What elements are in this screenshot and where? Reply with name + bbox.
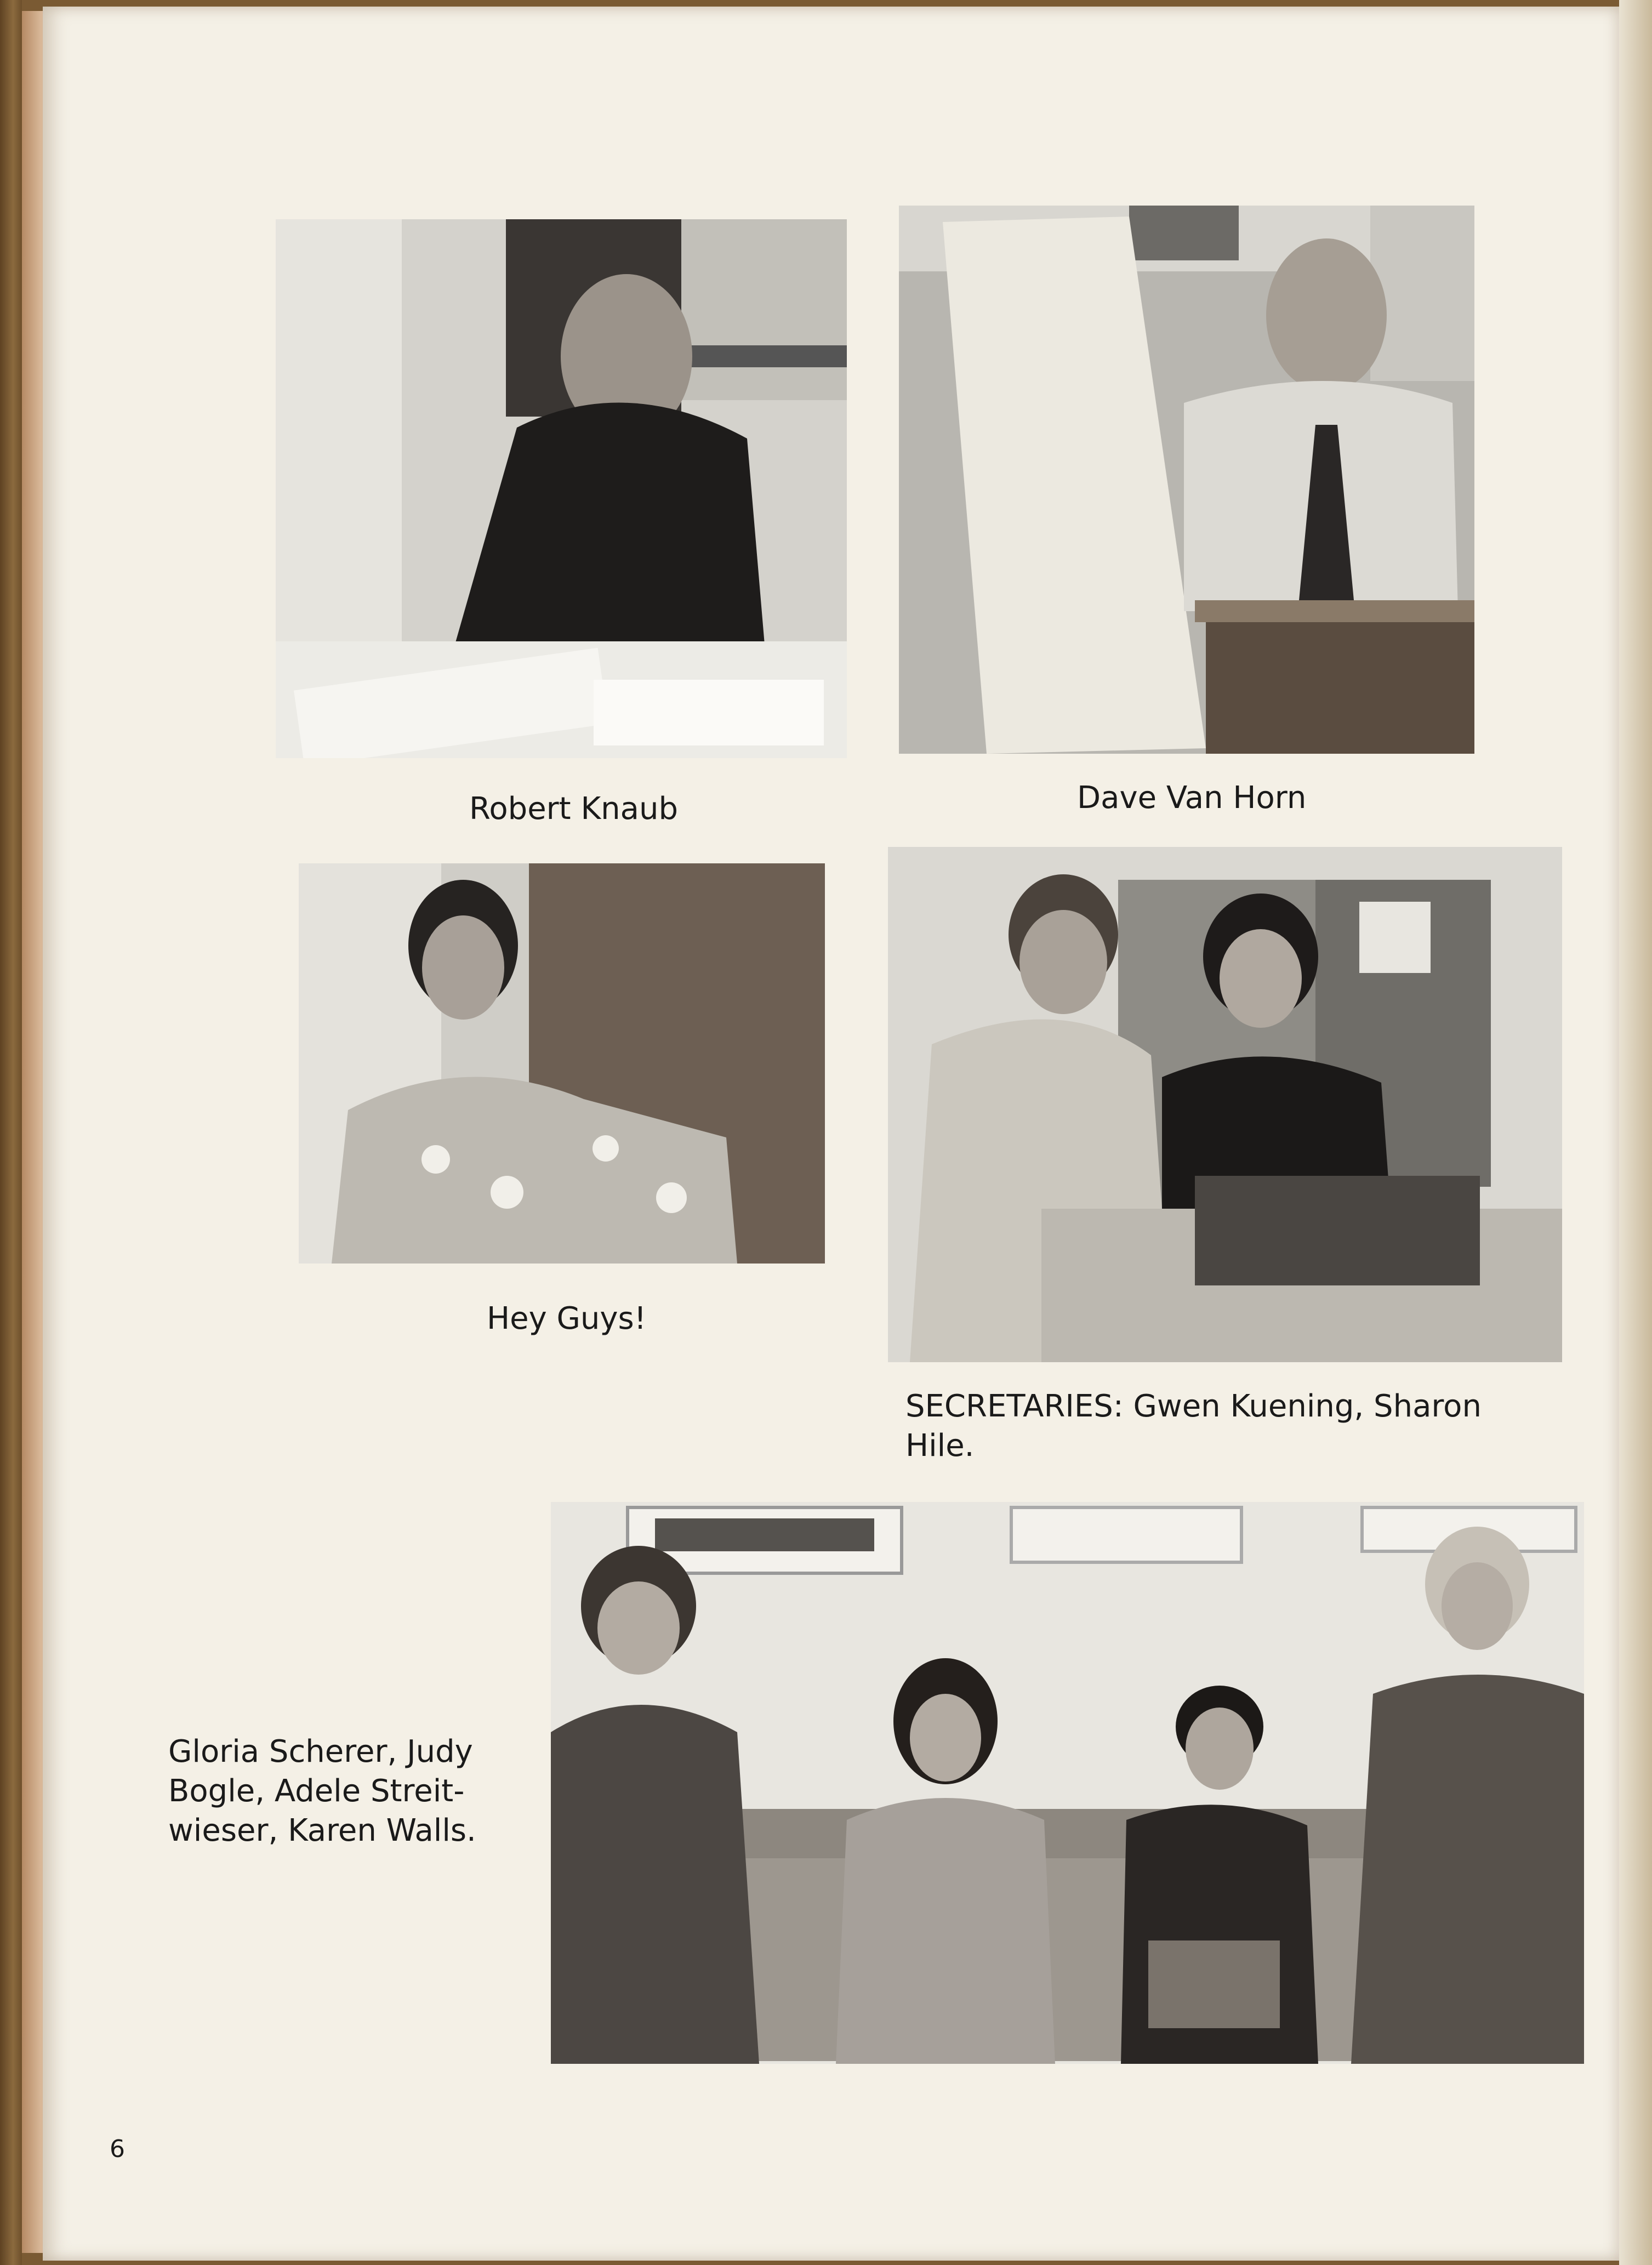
caption-group — [168, 1732, 541, 1851]
photo-dave-van-horn — [899, 206, 1474, 754]
caption-hey-guys: Hey Guys! — [487, 1301, 647, 1336]
caption-robert-knaub: Robert Knaub — [469, 791, 679, 827]
caption-group-line-1: Gloria Scherer, Judy — [168, 1734, 473, 1769]
caption-group-line-3: wieser, Karen Walls. — [168, 1813, 476, 1848]
page-number: 6 — [110, 2135, 125, 2163]
photo-group-couch — [551, 1502, 1584, 2064]
photo-secretaries — [888, 847, 1562, 1362]
caption-secretaries — [905, 1387, 1585, 1466]
photo-hey-guys — [299, 863, 825, 1264]
photo-robert-knaub — [276, 219, 847, 758]
caption-secretaries-line-2: Hile. — [905, 1428, 975, 1464]
caption-dave-van-horn: Dave Van Horn — [1077, 780, 1307, 816]
page-right-edge — [1619, 0, 1652, 2265]
book-binding — [0, 0, 22, 2265]
caption-secretaries-line-1: SECRETARIES: Gwen Kuening, Sharon — [905, 1388, 1482, 1424]
caption-group-line-2: Bogle, Adele Streit- — [168, 1773, 465, 1809]
